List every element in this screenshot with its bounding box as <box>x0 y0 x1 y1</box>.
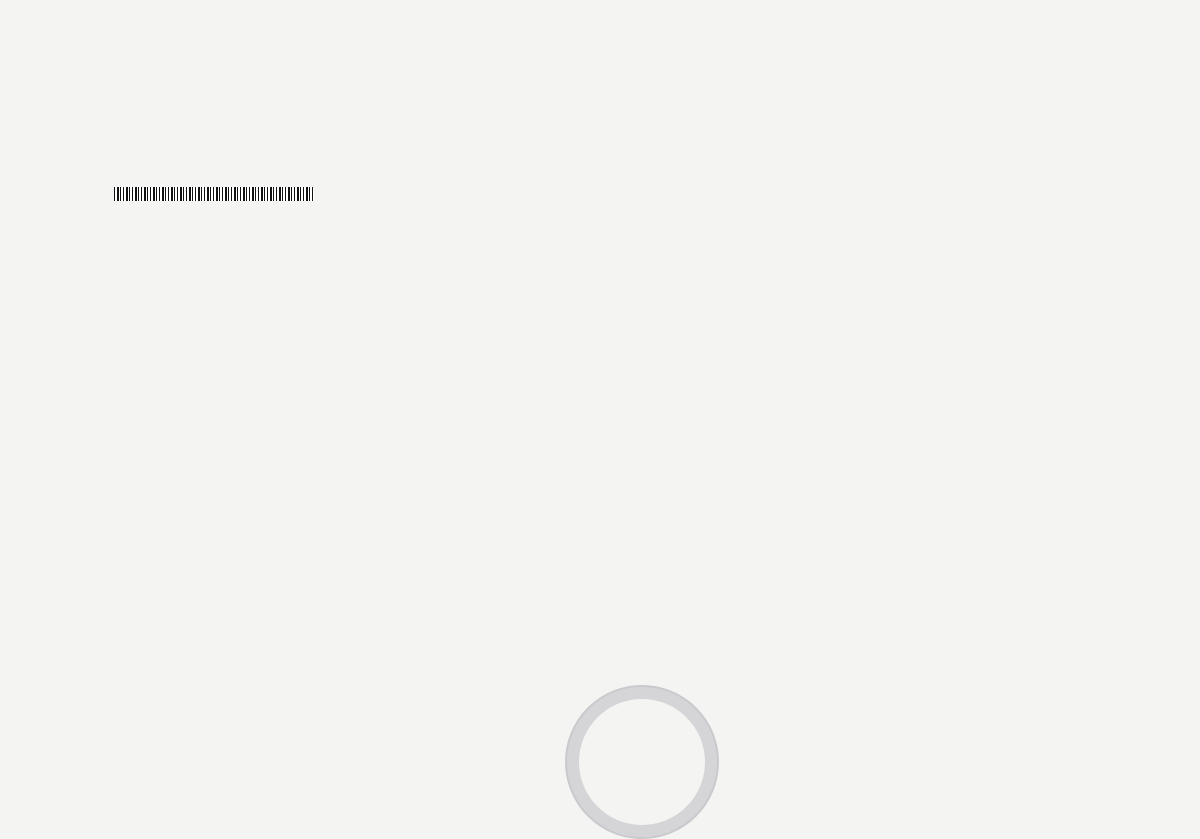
official-stamp <box>565 685 719 839</box>
chip-barcode <box>114 187 314 201</box>
